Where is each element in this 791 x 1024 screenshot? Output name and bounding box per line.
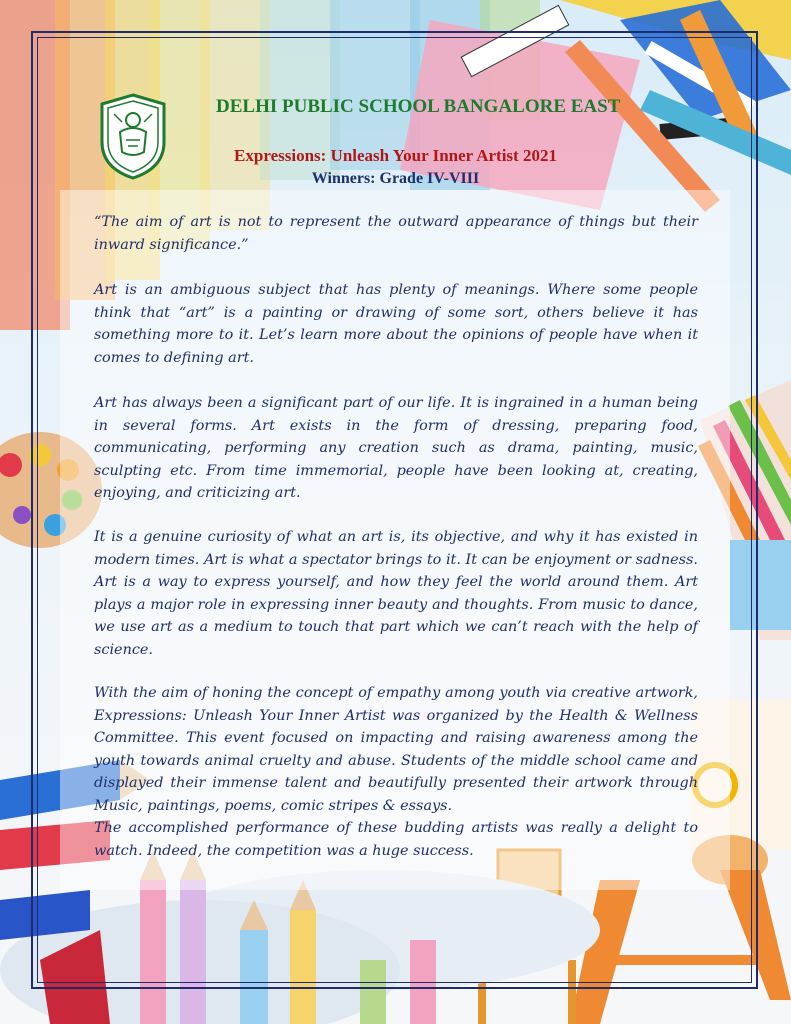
paragraph-text: Art has always been a significant part of our life. It is ingrained in a human being in several forms. Art exists in the form of dressing, preparing food, communicating, performing any creation such as drama, painting, music, sculpting etc. From time immemorial, people have been looking at, creating, enjoying, and criticizing art. <box>94 395 698 501</box>
paragraph-text: It is a genuine curiosity of what an art is, its objective, and why it has existed in modern times. Art is what a spectator brings to it. It can be enjoyment or sadness. Art is a way to express yourself, and how they feel the world around them. Art plays a major role in expressing inner beauty and thoughts. From music to dance, we use art as a medium to touch that part which we can’t reach with the help of science. <box>94 529 698 658</box>
quote-text: “The aim of art is not to represent the outward appearance of things but their inward significance.” <box>94 214 698 253</box>
paragraph-2 <box>94 392 698 505</box>
winners-subtitle: Winners: Grade IV-VIII <box>311 170 480 187</box>
opening-quote <box>94 211 698 256</box>
paragraph-text: Art is an ambiguous subject that has plenty of meanings. Where some people think that “art” is a painting or drawing of some sort, others believe it has something more to it. Let’s learn more about the opinions of people have when it comes to defining art. <box>94 282 698 366</box>
school-name-heading: DELHI PUBLIC SCHOOL BANGALORE EAST <box>216 96 621 117</box>
paragraph-1 <box>94 279 698 369</box>
event-title: Expressions: Unleash Your Inner Artist 2021 <box>234 146 557 165</box>
paragraph-3 <box>94 526 698 661</box>
school-crest-logo <box>98 92 168 180</box>
paragraph-text: With the aim of honing the concept of empathy among youth via creative artwork, Expressions: Unleash Your Inner Artist was organized by the Health & Wellness Committee. This event focused on impacting and raising awareness among the youth towards animal cruelty and abuse. Students of the middle school came and displayed their immense talent and beautifully presented their artwork through Music, paintings, poems, comic stripes & essays. <box>94 685 698 814</box>
paragraph-text: The accomplished performance of these budding artists was really a delight to watch. Indeed, the competition was a huge success. <box>94 820 698 859</box>
paragraph-4 <box>94 682 698 862</box>
